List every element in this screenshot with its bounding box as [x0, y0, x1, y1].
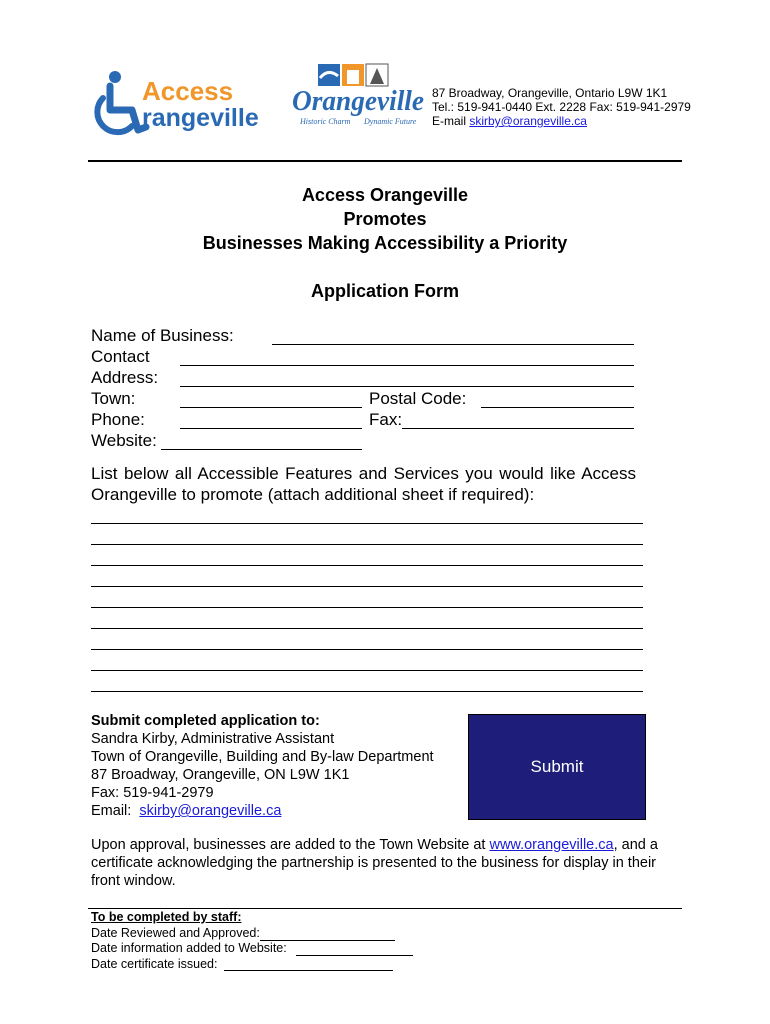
- town-logo-slogan-left: Historic Charm: [300, 117, 351, 126]
- submit-line-3: 87 Broadway, Orangeville, ON L9W 1K1: [91, 767, 350, 783]
- features-instructions: List below all Accessible Features and Services you would like Access Orangeville to promote (attach additional sheet if required):: [91, 464, 636, 504]
- features-line-8[interactable]: [91, 670, 643, 671]
- town-logo-word: Orangeville: [292, 86, 424, 117]
- header-email-link[interactable]: skirby@orangeville.ca: [469, 114, 587, 128]
- staff-reviewed-field[interactable]: [260, 940, 395, 941]
- features-line-4[interactable]: [91, 586, 643, 587]
- staff-website-added-field[interactable]: [296, 955, 413, 956]
- staff-certificate-label: Date certificate issued:: [91, 956, 218, 971]
- contact-label: Contact: [91, 347, 150, 366]
- submit-info-block: [91, 712, 434, 820]
- submit-heading: Submit completed application to:: [91, 713, 320, 729]
- header-address: 87 Broadway, Orangeville, Ontario L9W 1K1: [432, 86, 668, 100]
- features-line-9[interactable]: [91, 691, 643, 692]
- features-line-6[interactable]: [91, 628, 643, 629]
- postal-code-label: Postal Code:: [369, 389, 467, 408]
- submit-email-label: Email:: [91, 803, 140, 819]
- town-logo-slogan-right: Dynamic Future: [364, 117, 417, 126]
- town-field[interactable]: [180, 407, 362, 408]
- town-label: Town:: [91, 389, 136, 408]
- features-line-3[interactable]: [91, 565, 643, 566]
- header-email-label: E-mail: [432, 114, 470, 128]
- fax-label: Fax:: [369, 410, 403, 429]
- submit-button[interactable]: Submit: [468, 714, 646, 820]
- submit-line-2: Town of Orangeville, Building and By-law Department: [91, 749, 434, 765]
- address-label: Address:: [91, 368, 159, 387]
- header-contact-block: [432, 86, 691, 128]
- address-field[interactable]: [180, 386, 634, 387]
- submit-line-1: Sandra Kirby, Administrative Assistant: [91, 731, 335, 747]
- features-line-1[interactable]: [91, 523, 643, 524]
- staff-section: [91, 910, 287, 972]
- postal-code-field[interactable]: [481, 407, 634, 408]
- staff-heading: To be completed by staff:: [91, 910, 242, 924]
- access-orangeville-logo: [88, 68, 273, 140]
- staff-reviewed-label: Date Reviewed and Approved:: [91, 925, 260, 940]
- fax-field[interactable]: [402, 428, 634, 429]
- features-line-5[interactable]: [91, 607, 643, 608]
- submit-email-link[interactable]: skirby@orangeville.ca: [139, 803, 282, 819]
- header-email-line: [432, 114, 691, 128]
- phone-field[interactable]: [180, 428, 362, 429]
- town-of-orangeville-logo: [290, 62, 426, 132]
- approval-paragraph: [91, 836, 671, 890]
- approval-text-before: Upon approval, businesses are added to the Town Website at: [91, 837, 490, 853]
- website-link[interactable]: www.orangeville.ca: [489, 837, 614, 853]
- form-title: Application Form: [311, 281, 459, 301]
- staff-certificate-field[interactable]: [224, 970, 393, 971]
- title-line-1: Access Orangeville: [301, 185, 469, 205]
- logo-orangeville-word: rangeville: [142, 104, 259, 132]
- submit-email-line: [91, 802, 434, 820]
- title-line-3: Businesses Making Accessibility a Priority: [202, 233, 568, 253]
- website-label: Website:: [91, 431, 157, 450]
- staff-website-added-label: Date information added to Website:: [91, 941, 287, 955]
- town-emblem-icon: [318, 64, 388, 86]
- wheelchair-icon: [97, 71, 146, 132]
- staff-divider: [88, 908, 682, 909]
- header-divider: [88, 160, 682, 162]
- title-line-2: Promotes: [343, 209, 427, 229]
- contact-field[interactable]: [180, 365, 634, 366]
- name-of-business-field[interactable]: [272, 344, 634, 345]
- submit-line-4: Fax: 519-941-2979: [91, 785, 214, 801]
- logo-access-word: Access: [142, 76, 234, 106]
- approval-text-after: , and a certificate acknowledging the partnership is presented to the business for display in their front window.: [91, 837, 658, 889]
- website-field[interactable]: [161, 449, 362, 450]
- phone-label: Phone:: [91, 410, 145, 429]
- features-line-7[interactable]: [91, 649, 643, 650]
- features-line-2[interactable]: [91, 544, 643, 545]
- name-of-business-label: Name of Business:: [91, 326, 234, 345]
- header-tel-fax: Tel.: 519-941-0440 Ext. 2228 Fax: 519-941-2979: [432, 100, 691, 114]
